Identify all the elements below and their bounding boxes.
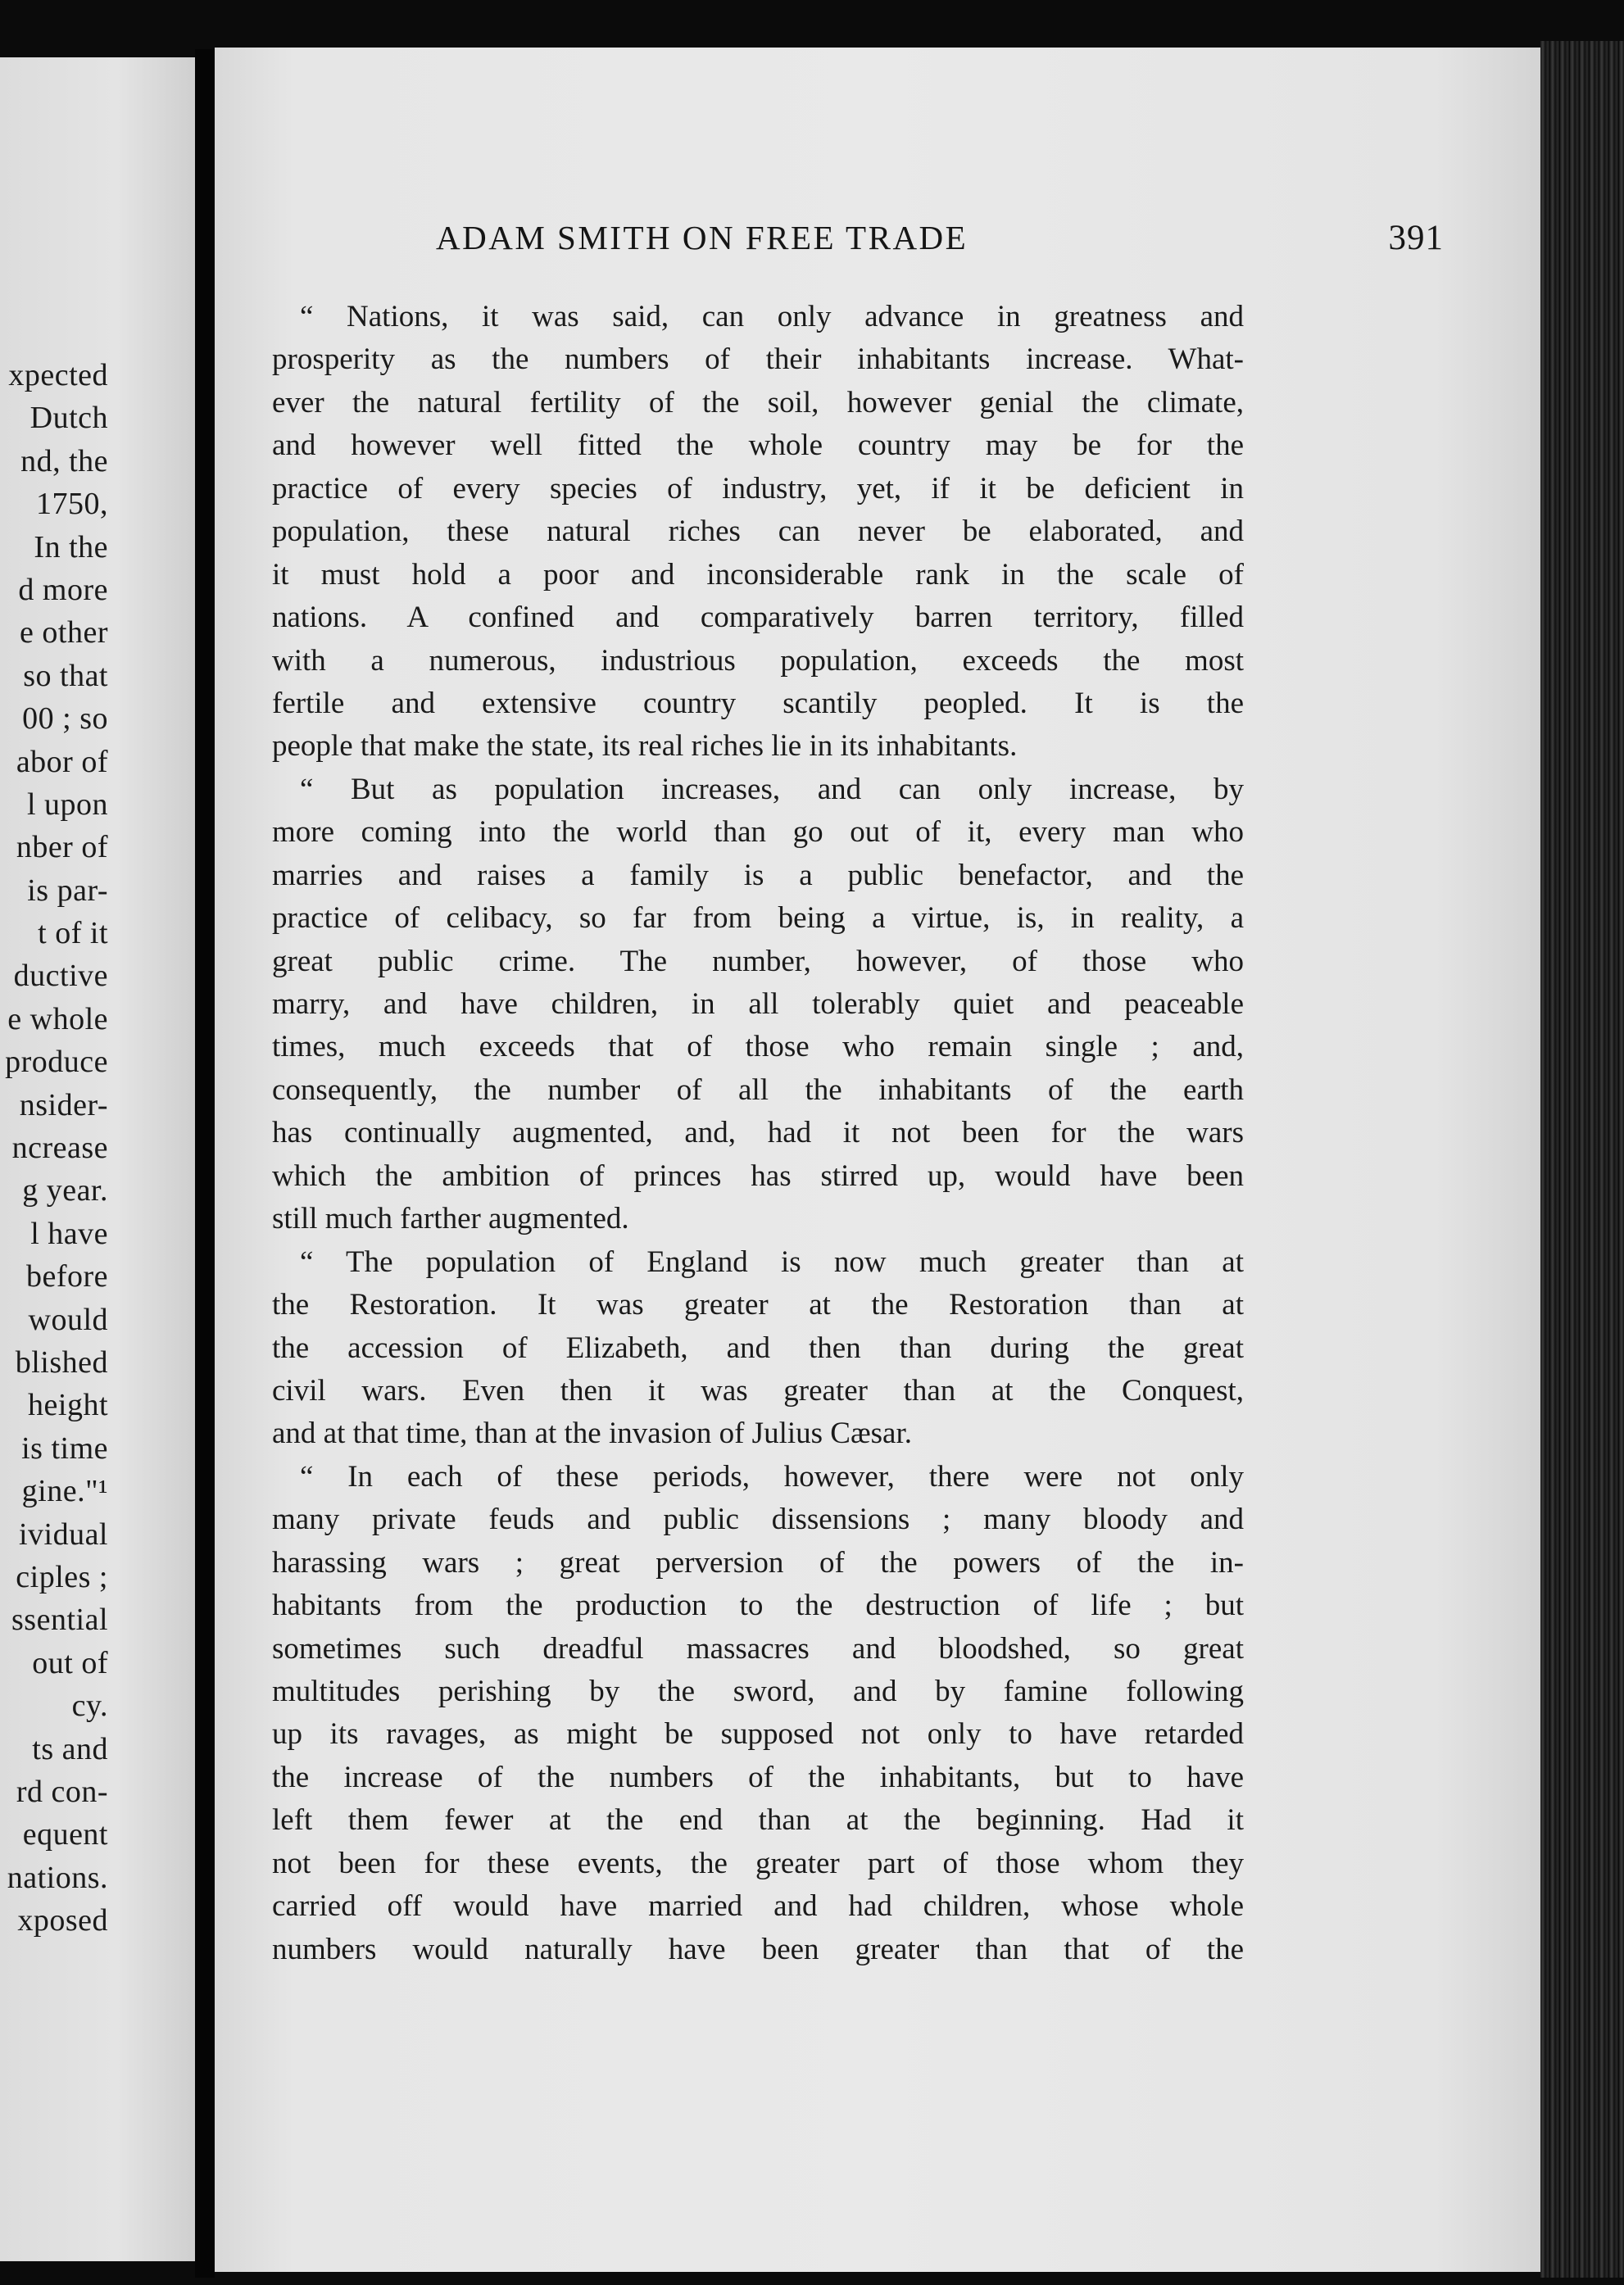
running-head-title: ADAM SMITH ON FREE TRADE <box>436 219 969 256</box>
left-text-line: e whole <box>7 1001 108 1036</box>
left-text-line: t of it <box>38 916 108 951</box>
left-text-line: In the <box>34 529 108 564</box>
text-line: prosperity as the numbers of their inhabitants increase. What- <box>272 342 1244 377</box>
text-line: nations. A confined and comparatively barren territory, filled <box>272 601 1244 635</box>
text-line: “ The population of England is now much greater than at <box>300 1245 1244 1279</box>
text-line: habitants from the production to the destruction of life ; but <box>272 1589 1244 1623</box>
text-line: marry, and have children, in all tolerably quiet and peaceable <box>272 987 1244 1021</box>
text-line: carried off would have married and had children, whose whole <box>272 1889 1244 1924</box>
left-text-line: 00 ; so <box>22 701 108 737</box>
page-number: 391 <box>1388 219 1444 257</box>
text-line: “ But as population increases, and can only increase, by <box>300 772 1244 806</box>
text-line: numbers would naturally have been greater than that of the <box>272 1932 1244 1966</box>
text-line: more coming into the world than go out of it, every man who <box>272 815 1244 850</box>
left-text-line: ts and <box>32 1731 108 1766</box>
left-page-fragment <box>0 57 195 2261</box>
left-text-line: is time <box>21 1430 108 1466</box>
left-text-line: ciples ; <box>16 1559 108 1594</box>
left-text-line: before <box>25 1259 108 1294</box>
text-line: the increase of the numbers of the inhabitants, but to have <box>272 1760 1244 1794</box>
left-text-line: xpected <box>8 358 108 392</box>
text-line: many private feuds and public dissensions ; many bloody and <box>272 1503 1244 1537</box>
text-line: the Restoration. It was greater at the Restoration than at <box>272 1288 1244 1322</box>
left-text-line: nations. <box>7 1860 108 1895</box>
right-page <box>215 48 1540 2272</box>
text-line: people that make the state, its real riches lie in its inhabitants. <box>272 729 1018 764</box>
left-text-line: blished <box>15 1344 108 1380</box>
left-text-line: Dutch <box>29 401 108 436</box>
text-line: times, much exceeds that of those who remain single ; and, <box>272 1030 1244 1064</box>
left-text-line: is par- <box>27 873 108 908</box>
text-line: with a numerous, industrious population, exceeds the most <box>272 643 1244 678</box>
text-line: civil wars. Even then it was greater than at the Conquest, <box>272 1373 1244 1408</box>
text-line: “ Nations, it was said, can only advance in greatness and <box>300 300 1244 333</box>
left-text-line: so that <box>23 658 108 693</box>
text-line: fertile and extensive country scantily peopled. It is the <box>272 686 1244 720</box>
text-line: consequently, the number of all the inhabitants of the earth <box>272 1072 1244 1107</box>
text-line: practice of celibacy, so far from being a virtue, is, in reality, a <box>272 901 1244 936</box>
text-line: sometimes such dreadful massacres and bloodshed, so great <box>272 1631 1244 1666</box>
left-text-line: ssential <box>11 1603 108 1638</box>
body-text <box>272 296 1244 1971</box>
left-text-line: equent <box>22 1817 108 1852</box>
left-text-line: e other <box>20 615 108 651</box>
left-text-line: would <box>28 1302 108 1337</box>
left-text-line: xposed <box>17 1903 108 1938</box>
text-line: which the ambition of princes has stirred up, would have been <box>272 1158 1244 1193</box>
left-text-line: 1750, <box>36 487 108 522</box>
text-line: “ In each of these periods, however, there were not only <box>300 1459 1244 1494</box>
text-line: up its ravages, as might be supposed not only to have retarded <box>272 1717 1244 1752</box>
left-text-line: ncrease <box>11 1131 108 1166</box>
text-line: and however well fitted the whole country may be for the <box>272 428 1244 463</box>
book-page-edges <box>1540 41 1624 2278</box>
left-text-line: ividual <box>18 1517 108 1552</box>
left-text-line: l upon <box>26 787 108 822</box>
text-line: has continually augmented, and, had it not been for the wars <box>272 1116 1244 1150</box>
left-text-line: nber of <box>16 830 108 865</box>
text-line: the accession of Elizabeth, and then than during the great <box>272 1331 1244 1365</box>
running-head <box>436 218 1444 272</box>
book-gutter <box>195 49 215 2278</box>
left-text-line: gine."¹ <box>21 1474 108 1509</box>
left-text-line: rd con- <box>16 1774 108 1809</box>
left-text-line: height <box>28 1388 108 1423</box>
text-line: population, these natural riches can never be elaborated, and <box>272 515 1244 549</box>
text-line: left them fewer at the end than at the beginning. Had it <box>272 1803 1244 1838</box>
left-text-line: ductive <box>13 959 108 994</box>
text-line: marries and raises a family is a public benefactor, and the <box>272 858 1244 892</box>
left-text-line: nsider- <box>19 1087 108 1122</box>
text-line: and at that time, than at the invasion of Julius Cæsar. <box>272 1417 912 1451</box>
text-line: it must hold a poor and inconsiderable rank in the scale of <box>272 557 1244 592</box>
text-line: practice of every species of industry, yet, if it be deficient in <box>272 471 1244 506</box>
left-text-line: g year. <box>22 1173 108 1208</box>
text-line: ever the natural fertility of the soil, however genial the climate, <box>272 385 1244 419</box>
text-line: harassing wars ; great perversion of the powers of the in- <box>272 1545 1244 1580</box>
text-line: not been for these events, the greater part of those whom they <box>272 1846 1244 1880</box>
left-page-text <box>5 354 108 1942</box>
left-text-line: l have <box>30 1216 108 1251</box>
text-line: multitudes perishing by the sword, and by famine following <box>272 1675 1244 1708</box>
left-text-line: out of <box>32 1645 108 1680</box>
text-line: great public crime. The number, however, of those who <box>272 944 1244 978</box>
left-text-line: nd, the <box>20 443 108 478</box>
left-text-line: cy. <box>71 1689 108 1724</box>
text-line: still much farther augmented. <box>272 1202 629 1236</box>
left-text-line: d more <box>18 572 108 607</box>
left-text-line: produce <box>5 1045 108 1080</box>
left-text-line: abor of <box>16 744 108 779</box>
